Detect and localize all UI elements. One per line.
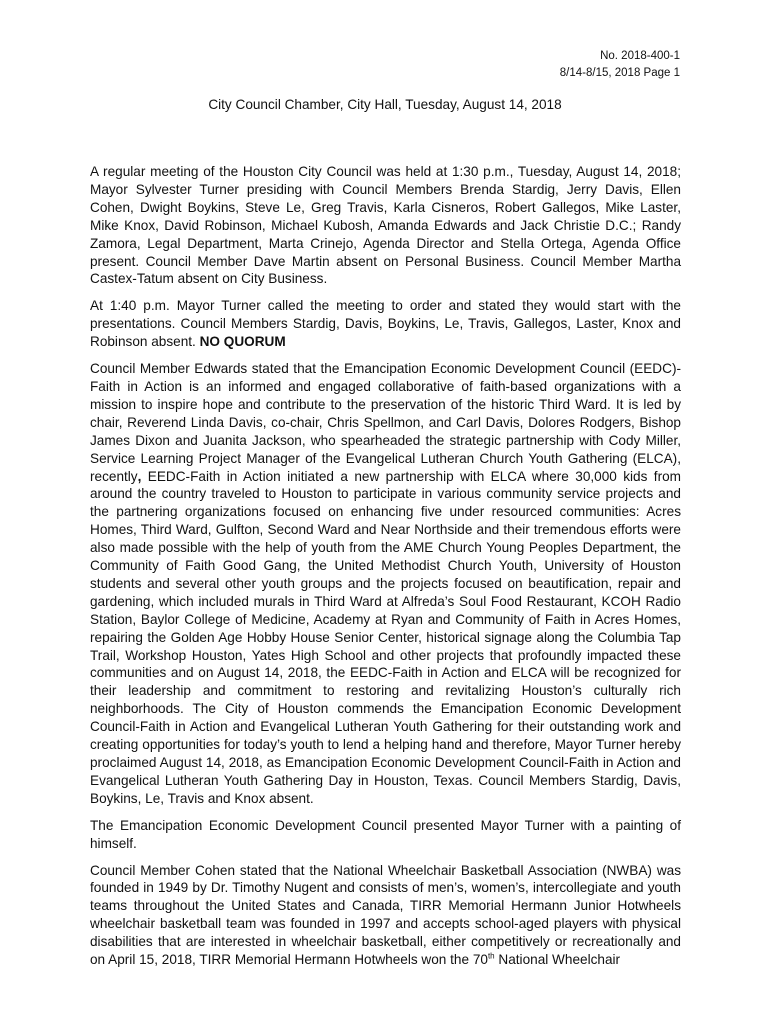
no-quorum-label: NO QUORUM — [199, 334, 286, 350]
attendance-paragraph: A regular meeting of the Houston City Council was held at 1:30 p.m., Tuesday, August 14, 2018; Mayor Sylvester Turner presiding with Council Members Brenda Stardig, Jerry Davis, Ellen Cohen, Dwight Boykins, Steve Le, Greg Travis, Karla Cisneros, Robert Gallegos, Mike Laster, Mike Knox, David Robinson, Michael Kubosh, Amanda Edwards and Jack Christie D.C.; Randy Zamora, Legal Department, Marta Crinejo, Agenda Director and Stella Ortega, Agenda Office present. Council Member Dave Martin absent on Personal Business. Council Member Martha Castex-Tatum absent on City Business. — [90, 164, 681, 287]
call-to-order-paragraph: At 1:40 p.m. Mayor Turner called the meeting to order and stated they would start with the presentations. Council Members Stardig, Davis, Boykins, Le, Travis, Gallegos, Laster, Knox and Robinson absent. NO QUORUM — [90, 298, 681, 350]
eedc-proclamation-paragraph: Council Member Edwards stated that the Emancipation Economic Development Council (EEDC)-Faith in Action is an informed and engaged collaborative of faith-based organizations with a mission to inspire hope and contribute to the preservation of the historic Third Ward. It is led by chair, Reverend Linda Davis, co-chair, Chris Spellmon, and Carl Davis, Dolores Rodgers, Bishop James Dixon and Juanita Jackson, who spearheaded the strategic partnership with Cody Miller, Service Learning Project Manager of the Evangelical Lutheran Church Youth Gathering (ELCA), recently, EEDC-Faith in Action initiated a new partnership with ELCA where 30,000 kids from around the country traveled to Houston to participate in various community service projects and the partnering organizations focused on enhancing five under resourced communities: Acres Homes, Third Ward, Gulfton, Second Ward and Near Northside and their tremendous efforts were also made possible with the help of youth from the AME Church Young Peoples Department, the Community of Faith Good Gang, the United Methodist Church Youth, University of Houston students and several other youth groups and the projects focused on beautification, repair and gardening, which included murals in Third Ward at Alfreda’s Soul Food Restaurant, KCOH Radio Station, Baylor College of Medicine, Academy at Ryan and Community of Faith in Acres Homes, repairing the Golden Age Hobby House Senior Center, historical signage along the Columbia Tap Trail, Workshop Houston, Yates High School and other projects that profoundly impacted these communities and on August 14, 2018, the EEDC-Faith in Action and ELCA will be recognized for their leadership and commitment to restoring and revitalizing Houston’s culturally rich neighborhoods. The City of Houston commends the Emancipation Economic Development Council-Faith in Action and Evangelical Lutheran Youth Gathering for their outstanding work and creating opportunities for today’s youth to lend a helping hand and therefore, Mayor Turner hereby proclaimed August 14, 2018, as Emancipation Economic Development Council-Faith in Action and Evangelical Lutheran Youth Gathering Day in Houston, Texas. Council Members Stardig, Davis, Boykins, Le, Travis and Knox absent. — [90, 361, 681, 806]
nwba-paragraph: Council Member Cohen stated that the National Wheelchair Basketball Association (NWBA) was founded in 1949 by Dr. Timothy Nugent and consists of men’s, women’s, intercollegiate and youth teams throughout the United States and Canada, TIRR Memorial Hermann Junior Hotwheels wheelchair basketball team was founded in 1997 and accepts school-aged players with physical disabilities that are interested in wheelchair basketball, either competitively or recreationally and on April 15, 2018, TIRR Memorial Hermann Hotwheels won the 70th National Wheelchair — [90, 862, 681, 968]
meeting-location-line: City Council Chamber, City Hall, Tuesday, August 14, 2018 — [208, 97, 562, 112]
painting-presentation-paragraph: The Emancipation Economic Development Council presented Mayor Turner with a painting of himself. — [90, 817, 681, 851]
minutes-body — [90, 163, 681, 978]
document-number: No. 2018-400-1 — [600, 50, 680, 62]
document-header — [560, 48, 680, 82]
date-range-page: 8/14-8/15, 2018 Page 1 — [559, 67, 680, 79]
